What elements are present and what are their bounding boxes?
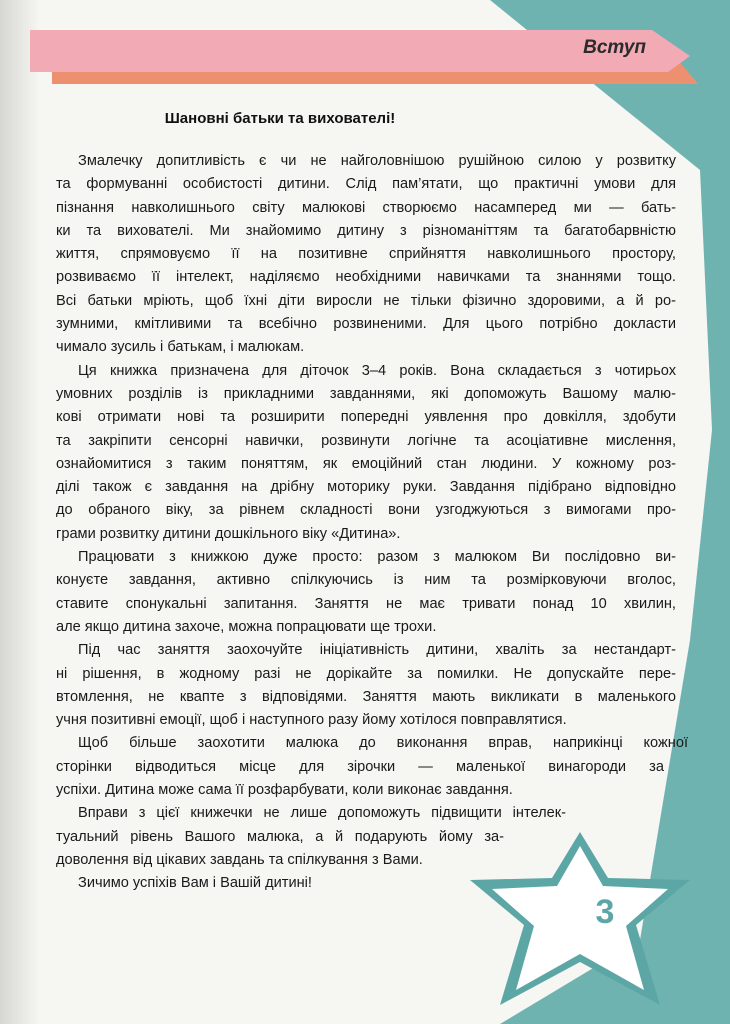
page-heading: Шановні батьки та вихователі!: [164, 110, 396, 127]
paragraph-line: Щоб більше заохотити малюка до виконання вправ, наприкінці кожної: [78, 735, 688, 752]
paragraph-line: втомлення, не квапте з відповідями. Заняття мають викликати в маленького: [56, 688, 676, 705]
paragraph-line: ділі також є завдання на дрібну моторику руки. Завдання підібрано відповідно: [56, 479, 676, 496]
paragraph-line: ставите спонукальні запитання. Заняття не має тривати понад 10 хвилин,: [56, 595, 676, 612]
paragraph-line: кові отримати нові та розширити попередні уявлення про довкілля, здобути: [56, 409, 676, 426]
paragraph-line: зумними, кмітливими та всебічно розвиненими. Для цього потрібно докласти: [56, 316, 676, 333]
page-number: 3: [595, 893, 615, 931]
paragraph-line: Під час заняття заохочуйте ініціативність дитини, хваліть за нестандарт-: [78, 642, 676, 659]
article-body: [56, 150, 688, 896]
paragraph-line: але якщо дитина захоче, можна попрацювати ще трохи.: [56, 618, 437, 635]
paragraph-line: успіхи. Дитина може сама її розфарбувати, коли виконає завдання.: [56, 782, 513, 799]
paragraph-line: ознайомитися з таким поняттям, як емоційний стан людини. У кожному роз-: [56, 455, 676, 472]
paragraph-line: доволення від цікавих завдань та спілкування з Вами.: [56, 851, 423, 868]
paragraph-line: пізнання навколишнього світу малюкові створюємо насамперед ми — бать-: [56, 199, 676, 216]
paragraph-line: та формуванні особистості дитини. Слід пам’ятати, що практичні умови для: [56, 176, 676, 193]
section-title: Вступ: [583, 37, 646, 58]
paragraph-line: Працювати з книжкою дуже просто: разом з малюком Ви послідовно ви-: [78, 549, 676, 566]
paragraph-line: та закріпити сенсорні навички, розвинути логічне та асоціативне мислення,: [56, 432, 676, 449]
paragraph-line: ки та вихователі. Ми знайомимо дитину з різноманіттям та багатобарвністю: [56, 222, 676, 239]
paragraph-line: умовних розділів із прикладними завданнями, які допоможуть Вашому малю-: [56, 385, 676, 402]
paragraph-line: Змалечку допитливість є чи не найголовнішою рушійною силою у розвитку: [78, 153, 676, 169]
paragraph-line: учня позитивні емоції, щоб і наступного разу йому хотілося повправлятися.: [56, 712, 567, 729]
paragraph-line: до обраного віку, за рівнем складності вони узгоджуються з вимогами про-: [56, 502, 676, 519]
paragraph-line: Зичимо успіхів Вам і Вашій дитині!: [78, 875, 312, 892]
paragraph-line: грами розвитку дитини дошкільного віку «Дитина».: [56, 525, 401, 542]
paragraph-line: Ця книжка призначена для діточок 3–4 років. Вона складається з чотирьох: [78, 362, 676, 379]
paragraph-line: чимало зусиль і батькам, і малюкам.: [56, 339, 305, 356]
paragraph-line: конуєте завдання, активно спілкуючись із ним та розмірковуючи вголос,: [56, 572, 676, 589]
paragraph-line: туальний рівень Вашого малюка, а й подарують йому за-: [56, 828, 504, 845]
paragraph-line: життя, спрямовуємо її на позитивне сприйняття навколишнього простору,: [56, 246, 676, 263]
paragraph-line: сторінки відводиться місце для зірочки — маленької винагороди за: [56, 758, 664, 775]
paragraph-line: ні рішення, в жодному разі не дорікайте за помилки. Не допускайте пере-: [56, 665, 676, 682]
paragraph-line: Вправи з цієї книжечки не лише допоможуть підвищити інтелек-: [78, 805, 566, 822]
paragraph-line: Всі батьки мріють, щоб їхні діти виросли не тільки фізично здоровими, а й ро-: [56, 292, 676, 309]
paragraph-line: розвиваємо її інтелект, наділяємо необхідними навичками та знаннями тощо.: [56, 269, 676, 286]
